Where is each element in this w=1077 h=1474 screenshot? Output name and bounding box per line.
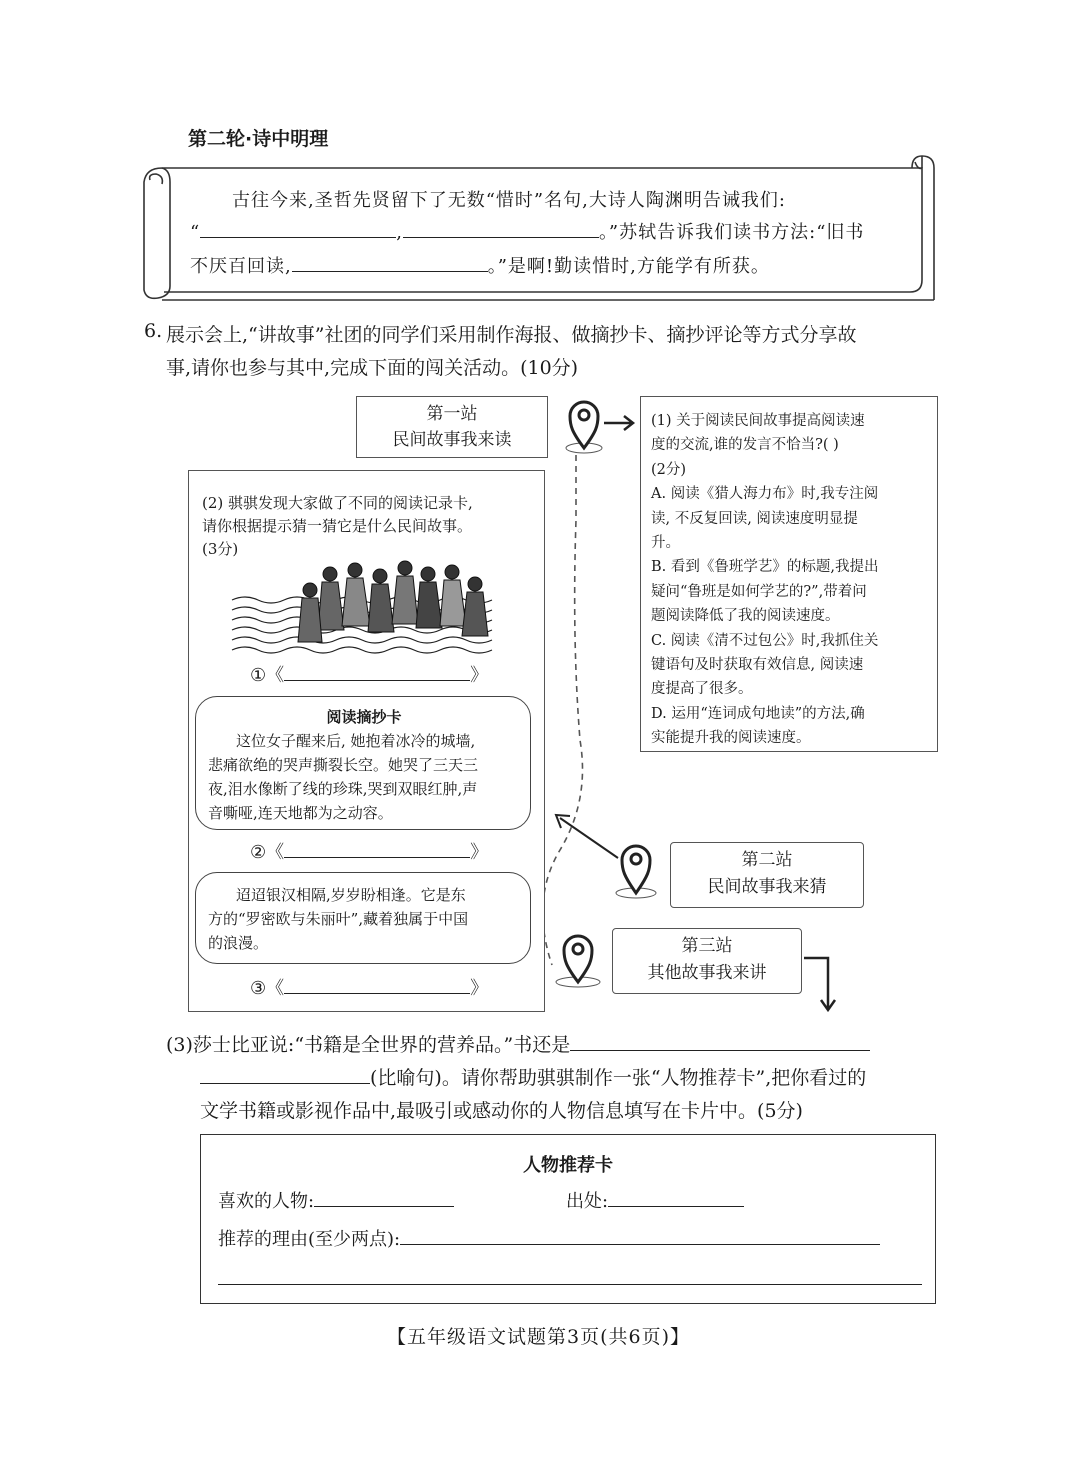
excerpt-line: 这位女子醒来后, 她抱着冰冷的城墙,: [236, 732, 476, 750]
part1-line: (1) 关于阅读民间故事提高阅读速: [651, 413, 865, 429]
part2-line: 请你根据提示猜一猜它是什么民间故事。: [202, 517, 473, 535]
clue-line: 的浪漫。: [208, 934, 269, 952]
location-pin-icon: [616, 846, 656, 898]
reason-input-line-2[interactable]: [218, 1264, 922, 1285]
scroll-text: 。”苏轼告诉我们读书方法:“旧书: [598, 222, 865, 243]
station-3-box: [612, 928, 802, 994]
answer-prefix: ③《: [250, 978, 285, 999]
dashed-route: [543, 455, 583, 965]
part1-line: 键语句及时获取有效信息, 阅读速: [651, 657, 864, 674]
scroll-text: 。”是啊!勤读惜时,方能学有所获。: [487, 256, 770, 277]
part1-line: 疑问“鲁班是如何学艺的?”,带着问: [651, 583, 867, 600]
excerpt-line: 音嘶哑,连天地都为之动容。: [208, 804, 393, 822]
question-text-1: 展示会上,“讲故事”社团的同学们采用制作海报、做摘抄卡、摘抄评论等方式分享故: [166, 324, 857, 346]
illustration-image: [230, 560, 500, 660]
reason-label: 推荐的理由(至少两点):: [218, 1229, 401, 1250]
part3-text: (3)莎士比亚说:“书籍是全世界的营养品。”书还是: [166, 1034, 571, 1056]
clue-card: [195, 872, 531, 964]
part2-prompt: [202, 492, 473, 561]
clue-line: 迢迢银汉相隔,岁岁盼相逢。它是东: [236, 886, 466, 904]
comma: ,: [396, 222, 403, 243]
answer-blank[interactable]: [284, 974, 470, 994]
part2-line: (2) 骐骐发现大家做了不同的阅读记录卡,: [202, 494, 473, 512]
part2-line: (3分): [202, 540, 239, 558]
station-title: 第二站: [741, 850, 793, 870]
part1-line: 度提高了很多。: [651, 681, 753, 698]
answer-2: [250, 838, 488, 864]
arrow-upleft-icon: [556, 815, 618, 858]
favorite-label: 喜欢的人物:: [218, 1191, 315, 1212]
excerpt-line: 夜,泪水像断了线的珍珠,哭到双眼红肿,声: [208, 780, 478, 798]
option-c: C. 阅读《清不过包公》时,我抓住关: [651, 632, 879, 649]
part1-line: 度的交流,谁的发言不恰当?( ): [651, 437, 839, 454]
answer-prefix: ①《: [250, 665, 285, 686]
answer-blank[interactable]: [284, 838, 470, 858]
part3-line-1: [166, 1030, 870, 1057]
section-heading: 第二轮·诗中明理: [188, 128, 329, 150]
answer-3: [250, 974, 488, 1000]
question-text-2: 事,请你也参与其中,完成下面的闯关活动。(10分): [166, 357, 579, 379]
location-pin-icon: [556, 936, 600, 987]
part3-line-2: [200, 1063, 866, 1090]
part1-box: [640, 396, 938, 752]
recommendation-card-title: 人物推荐卡: [523, 1155, 613, 1176]
scroll-text: 不厌百回读,: [190, 256, 292, 277]
part1-line: (2分): [651, 461, 687, 478]
answer-1: [250, 661, 488, 687]
part1-line: 题阅读降低了我的阅读速度。: [651, 608, 840, 625]
favorite-row: [218, 1187, 454, 1213]
answer-blank[interactable]: [200, 1063, 370, 1084]
favorite-input[interactable]: [314, 1187, 454, 1207]
location-pin-icon: [566, 402, 602, 453]
answer-suffix: 》: [470, 842, 489, 863]
arrow-right-icon: [604, 416, 633, 430]
option-d: D. 运用“连词成句地读”的方法,确: [651, 705, 865, 722]
reason-row: [218, 1225, 880, 1251]
answer-suffix: 》: [470, 978, 489, 999]
answer-prefix: ②《: [250, 842, 285, 863]
excerpt-line: 悲痛欲绝的哭声撕裂长空。她哭了三天三: [208, 756, 479, 774]
part1-line: 升。: [651, 535, 680, 552]
answer-suffix: 》: [470, 665, 489, 686]
arrow-down-icon: [804, 958, 835, 1010]
answer-blank[interactable]: [570, 1030, 870, 1051]
part1-line: 实能提升我的阅读速度。: [651, 730, 811, 747]
page-footer: 【五年级语文试题第3页(共6页)】: [386, 1326, 690, 1348]
open-quote: “: [190, 222, 201, 243]
source-row: [566, 1187, 744, 1213]
station-subtitle: 民间故事我来猜: [707, 877, 827, 897]
option-a: A. 阅读《猎人海力布》时,我专注阅: [651, 486, 879, 503]
station-subtitle: 民间故事我来读: [392, 430, 512, 450]
part3-text: (比喻句)。请你帮助骐骐制作一张“人物推荐卡”,把你看过的: [370, 1067, 867, 1089]
reason-input[interactable]: [400, 1225, 880, 1245]
source-label: 出处:: [566, 1191, 609, 1212]
station-title: 第一站: [426, 404, 478, 424]
clue-line: 方的“罗密欧与朱丽叶”,藏着独属于中国: [208, 910, 469, 928]
option-b: B. 看到《鲁班学艺》的标题,我提出: [651, 559, 879, 576]
station-title: 第三站: [681, 936, 733, 956]
source-input[interactable]: [608, 1187, 744, 1207]
part1-line: 读, 不反复回读, 阅读速度明显提: [651, 510, 858, 527]
excerpt-card-title: 阅读摘抄卡: [326, 708, 402, 726]
station-subtitle: 其他故事我来讲: [647, 963, 767, 983]
station-2-box: [670, 842, 864, 908]
part3-line-3: 文学书籍或影视作品中,最吸引或感动你的人物信息填写在卡片中。(5分): [200, 1100, 803, 1122]
answer-blank[interactable]: [284, 661, 470, 681]
excerpt-card: [195, 696, 531, 830]
scroll-line-1: 古往今来,圣哲先贤留下了无数“惜时”名句,大诗人陶渊明告诫我们:: [232, 190, 786, 211]
question-number: 6.: [144, 320, 163, 342]
